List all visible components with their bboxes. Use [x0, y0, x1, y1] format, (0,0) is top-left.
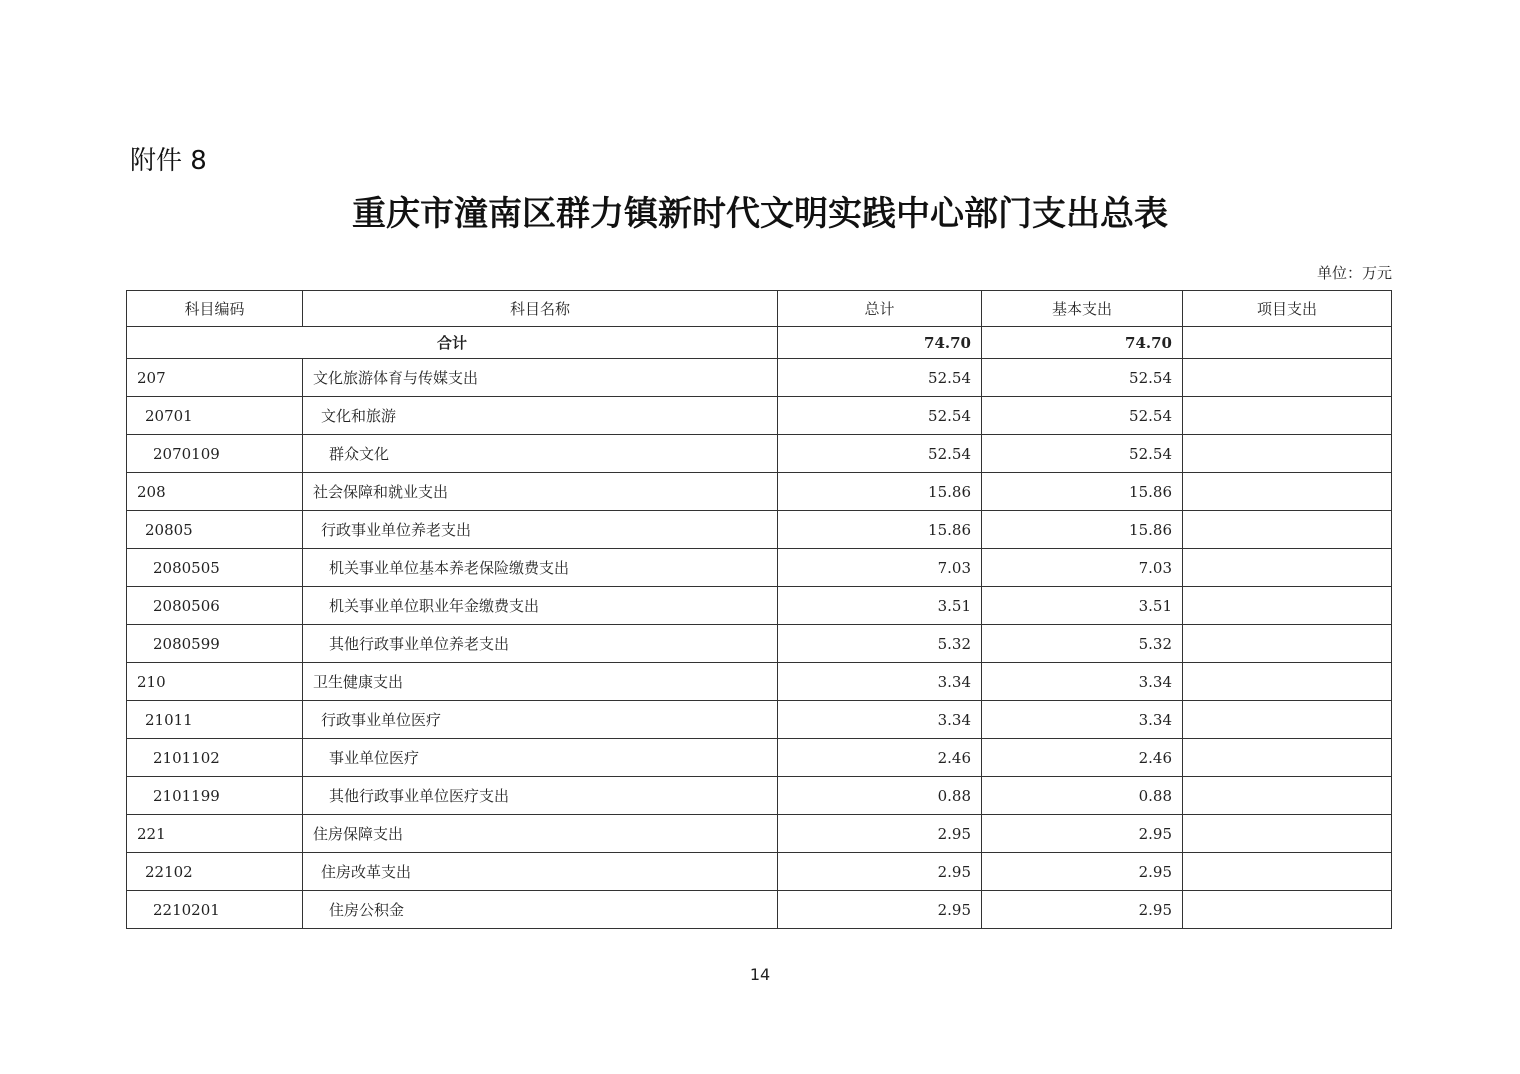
total-cell: 7.03 — [778, 549, 982, 587]
total-cell: 2.95 — [778, 853, 982, 891]
subject-name-cell: 机关事业单位职业年金缴费支出 — [303, 587, 778, 625]
subject-code-cell: 2080505 — [127, 549, 303, 587]
basic-expense-cell: 2.95 — [982, 853, 1183, 891]
subject-code-cell: 210 — [127, 663, 303, 701]
project-expense-cell — [1183, 815, 1392, 853]
basic-expense-cell: 7.03 — [982, 549, 1183, 587]
subject-code-cell: 2080599 — [127, 625, 303, 663]
subject-code-cell: 20805 — [127, 511, 303, 549]
table-row — [127, 549, 1392, 587]
total-cell: 5.32 — [778, 625, 982, 663]
total-cell: 52.54 — [778, 397, 982, 435]
project-expense-cell — [1183, 435, 1392, 473]
subject-name-cell: 社会保障和就业支出 — [303, 473, 778, 511]
subject-name-cell: 行政事业单位医疗 — [303, 701, 778, 739]
basic-expense-cell: 15.86 — [982, 473, 1183, 511]
total-cell: 0.88 — [778, 777, 982, 815]
project-expense-cell — [1183, 587, 1392, 625]
total-cell: 2.46 — [778, 739, 982, 777]
table-row — [127, 853, 1392, 891]
basic-expense-cell: 5.32 — [982, 625, 1183, 663]
table-row — [127, 473, 1392, 511]
header-subject-code: 科目编码 — [127, 291, 303, 327]
subject-code-cell: 2070109 — [127, 435, 303, 473]
subject-name-cell: 文化和旅游 — [303, 397, 778, 435]
subject-code-cell: 22102 — [127, 853, 303, 891]
subject-name-cell: 住房改革支出 — [303, 853, 778, 891]
subject-name-cell: 文化旅游体育与传媒支出 — [303, 359, 778, 397]
table-row — [127, 891, 1392, 929]
total-cell: 3.51 — [778, 587, 982, 625]
subject-name-cell: 机关事业单位基本养老保险缴费支出 — [303, 549, 778, 587]
page-title: 重庆市潼南区群力镇新时代文明实践中心部门支出总表 — [352, 194, 1168, 234]
project-expense-cell — [1183, 473, 1392, 511]
subject-code-cell: 207 — [127, 359, 303, 397]
subject-code-cell: 21011 — [127, 701, 303, 739]
subject-code-cell: 208 — [127, 473, 303, 511]
unit-label: 单位：万元 — [1316, 264, 1392, 282]
subject-name-cell: 其他行政事业单位养老支出 — [303, 625, 778, 663]
total-project — [1183, 327, 1392, 359]
subject-code-cell: 2080506 — [127, 587, 303, 625]
subject-name-cell: 卫生健康支出 — [303, 663, 778, 701]
table-row — [127, 511, 1392, 549]
total-sum: 74.70 — [778, 327, 982, 359]
basic-expense-cell: 15.86 — [982, 511, 1183, 549]
table-row — [127, 663, 1392, 701]
project-expense-cell — [1183, 777, 1392, 815]
subject-code-cell: 2101199 — [127, 777, 303, 815]
table-row — [127, 397, 1392, 435]
subject-code-cell: 2210201 — [127, 891, 303, 929]
basic-expense-cell: 3.34 — [982, 701, 1183, 739]
table-row — [127, 815, 1392, 853]
basic-expense-cell: 52.54 — [982, 435, 1183, 473]
subject-name-cell: 住房保障支出 — [303, 815, 778, 853]
header-project-expense: 项目支出 — [1183, 291, 1392, 327]
header-total: 总计 — [778, 291, 982, 327]
total-label: 合计 — [127, 327, 778, 359]
subject-name-cell: 群众文化 — [303, 435, 778, 473]
expense-table — [126, 290, 1392, 929]
project-expense-cell — [1183, 739, 1392, 777]
table-header-row — [127, 291, 1392, 327]
project-expense-cell — [1183, 511, 1392, 549]
project-expense-cell — [1183, 625, 1392, 663]
table-row — [127, 359, 1392, 397]
project-expense-cell — [1183, 663, 1392, 701]
project-expense-cell — [1183, 891, 1392, 929]
total-cell: 52.54 — [778, 435, 982, 473]
total-cell: 2.95 — [778, 891, 982, 929]
total-cell: 15.86 — [778, 473, 982, 511]
table-row — [127, 587, 1392, 625]
subject-code-cell: 221 — [127, 815, 303, 853]
table-row — [127, 701, 1392, 739]
attachment-label: 附件 8 — [130, 146, 207, 176]
basic-expense-cell: 0.88 — [982, 777, 1183, 815]
project-expense-cell — [1183, 853, 1392, 891]
subject-code-cell: 2101102 — [127, 739, 303, 777]
total-cell: 3.34 — [778, 663, 982, 701]
basic-expense-cell: 2.95 — [982, 891, 1183, 929]
total-row — [127, 327, 1392, 359]
total-basic: 74.70 — [982, 327, 1183, 359]
project-expense-cell — [1183, 359, 1392, 397]
basic-expense-cell: 52.54 — [982, 397, 1183, 435]
basic-expense-cell: 52.54 — [982, 359, 1183, 397]
table-row — [127, 739, 1392, 777]
basic-expense-cell: 2.95 — [982, 815, 1183, 853]
basic-expense-cell: 2.46 — [982, 739, 1183, 777]
total-cell: 3.34 — [778, 701, 982, 739]
subject-code-cell: 20701 — [127, 397, 303, 435]
project-expense-cell — [1183, 549, 1392, 587]
page-number: 14 — [749, 965, 771, 984]
project-expense-cell — [1183, 701, 1392, 739]
table-row — [127, 625, 1392, 663]
header-subject-name: 科目名称 — [303, 291, 778, 327]
subject-name-cell: 住房公积金 — [303, 891, 778, 929]
total-cell: 2.95 — [778, 815, 982, 853]
subject-name-cell: 事业单位医疗 — [303, 739, 778, 777]
table-row — [127, 435, 1392, 473]
total-cell: 15.86 — [778, 511, 982, 549]
header-basic-expense: 基本支出 — [982, 291, 1183, 327]
basic-expense-cell: 3.51 — [982, 587, 1183, 625]
project-expense-cell — [1183, 397, 1392, 435]
subject-name-cell: 其他行政事业单位医疗支出 — [303, 777, 778, 815]
table-row — [127, 777, 1392, 815]
basic-expense-cell: 3.34 — [982, 663, 1183, 701]
total-cell: 52.54 — [778, 359, 982, 397]
subject-name-cell: 行政事业单位养老支出 — [303, 511, 778, 549]
